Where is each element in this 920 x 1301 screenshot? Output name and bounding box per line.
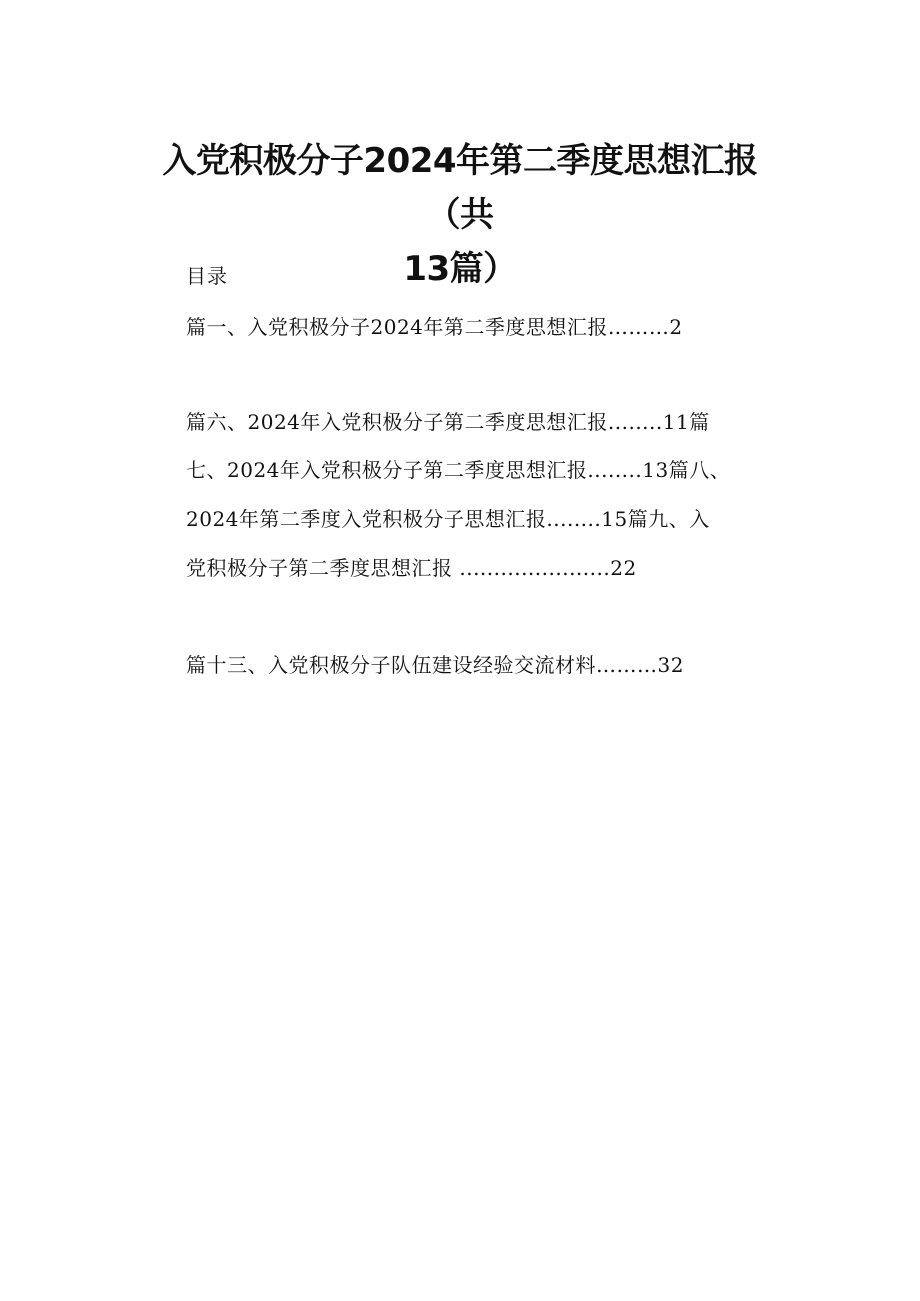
toc-entry-4[interactable]: 2024年第二季度入党积极分子思想汇报........15篇九、入	[186, 507, 710, 531]
toc-entry-5[interactable]: 党积极分子第二季度思想汇报 ......................22	[186, 556, 637, 580]
title-line-1: 入党积极分子2024年第二季度思想汇报（共	[162, 141, 758, 235]
toc-entry-6[interactable]: 篇十三、入党积极分子队伍建设经验交流材料………32	[186, 653, 684, 677]
toc-entry-1[interactable]: 篇一、入党积极分子2024年第二季度思想汇报………2	[186, 315, 683, 339]
toc-heading: 目录	[186, 264, 228, 288]
toc-entry-2[interactable]: 篇六、2024年入党积极分子第二季度思想汇报........11篇	[186, 410, 710, 434]
document-title	[130, 134, 790, 296]
toc-entry-3[interactable]: 七、2024年入党积极分子第二季度思想汇报........13篇八、	[186, 458, 731, 482]
title-line-2: 13篇）	[403, 249, 517, 289]
